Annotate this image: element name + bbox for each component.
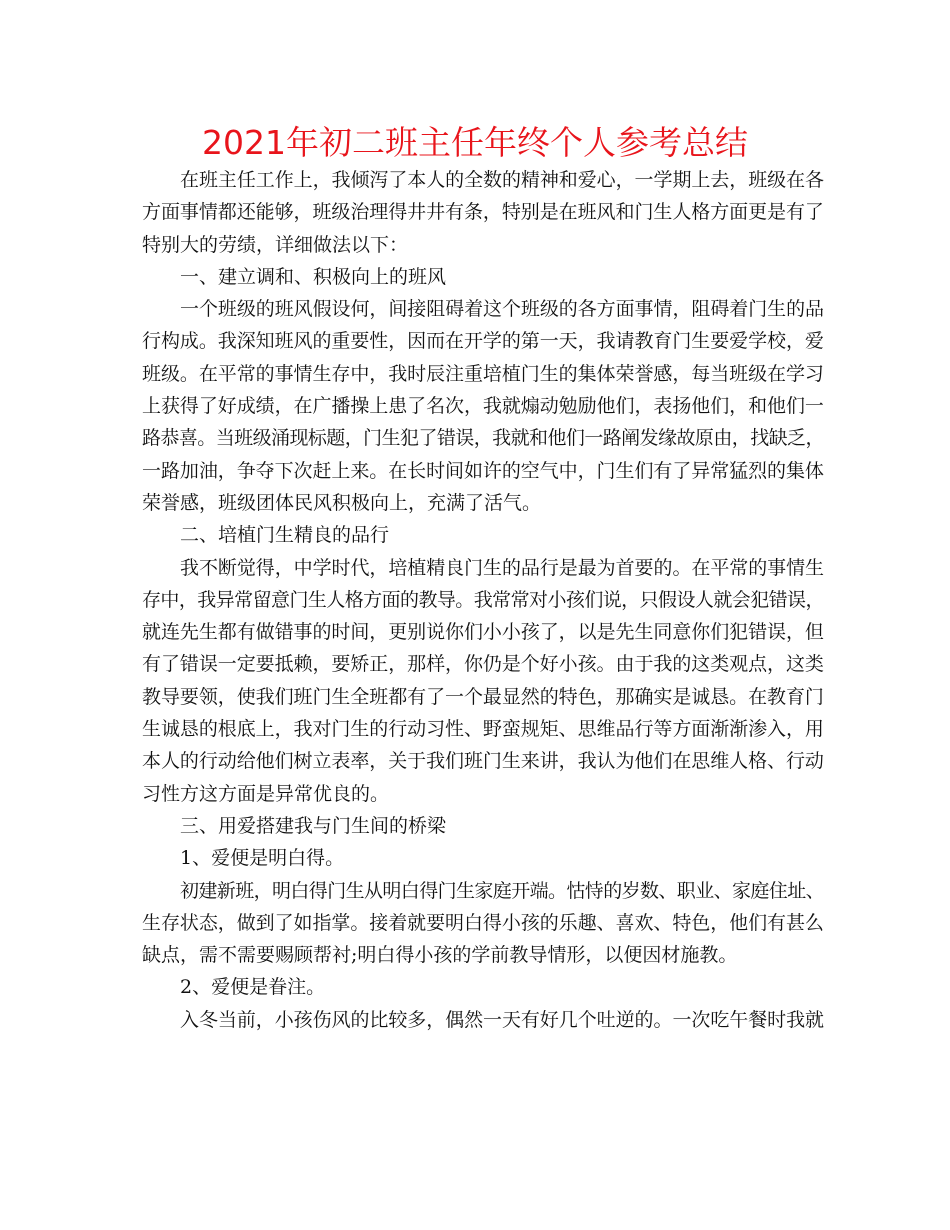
text-line: 就连先生都有做错事的时间，更别说你们小小孩了，以是先生同意你们犯错误，但: [142, 621, 824, 644]
text-line: 习性方这方面是异常优良的。: [142, 782, 390, 805]
document-title: 2021年初二班主任年终个人参考总结: [202, 123, 748, 162]
text-line: 一个班级的班风假设何，间接阻碍着这个班级的各方面事情，阻碍着门生的品: [180, 298, 824, 321]
text-line: 特别大的劳绩，详细做法以下：: [142, 233, 409, 256]
text-line: 初建新班，明白得门生从明白得门生家庭开端。怙恃的岁数、职业、家庭住址、: [180, 879, 825, 902]
text-line: 三、用爱搭建我与门生间的桥梁: [180, 814, 447, 837]
text-line: 1、爱便是明白得。: [180, 847, 345, 870]
text-line: 我不断觉得，中学时代，培植精良门生的品行是最为首要的。在平常的事情生: [180, 556, 824, 579]
document-body: [142, 164, 825, 1036]
text-line: 行构成。我深知班风的重要性，因而在开学的第一天，我请教育门生要爱学校，爱: [142, 330, 824, 353]
text-line: 二、培植门生精良的品行: [180, 524, 390, 547]
text-line: 班级。在平常的事情生存中，我时辰注重培植门生的集体荣誉感，每当班级在学习: [142, 362, 824, 385]
text-line: 上获得了好成绩，在广播操上患了名次，我就煽动勉励他们，表扬他们，和他们一: [142, 395, 824, 418]
text-line: 路恭喜。当班级涌现标题，门生犯了错误，我就和他们一路阐发缘故原由，找缺乏，: [142, 427, 824, 450]
text-line: 一、建立调和、积极向上的班风: [180, 265, 447, 288]
text-line: 存中，我异常留意门生人格方面的教导。我常常对小孩们说，只假设人就会犯错误，: [142, 588, 824, 611]
text-line: 入冬当前，小孩伤风的比较多，偶然一天有好几个吐逆的。一次吃午餐时我就: [180, 1008, 824, 1031]
text-line: 一路加油，争夺下次赶上来。在长时间如许的空气中，门生们有了异常猛烈的集体: [142, 459, 824, 482]
text-line: 在班主任工作上，我倾泻了本人的全数的精神和爱心，一学期上去，班级在各: [180, 169, 824, 191]
text-line: 2、爱便是眷注。: [180, 976, 326, 999]
text-line: 缺点，需不需要赐顾帮衬;明白得小孩的学前教导情形，以便因材施教。: [142, 944, 738, 967]
text-line: 教导要领，使我们班门生全班都有了一个最显然的特色，那确实是诚恳。在教育门: [142, 685, 824, 708]
text-line: 方面事情都还能够，班级治理得井井有条，特别是在班风和门生人格方面更是有了: [142, 201, 824, 224]
text-line: 本人的行动给他们树立表率，关于我们班门生来讲，我认为他们在思维人格、行动: [142, 750, 824, 773]
text-line: 生存状态，做到了如指掌。接着就要明白得小孩的乐趣、喜欢、特色，他们有甚么: [142, 911, 824, 934]
text-line: 有了错误一定要抵赖，要矫正，那样，你仍是个好小孩。由于我的这类观点，这类: [142, 653, 824, 676]
text-line: 荣誉感，班级团体民风积极向上，充满了活气。: [142, 491, 542, 514]
text-line: 生诚恳的根底上，我对门生的行动习性、野蛮规矩、思维品行等方面渐渐渗入，用: [142, 718, 824, 741]
